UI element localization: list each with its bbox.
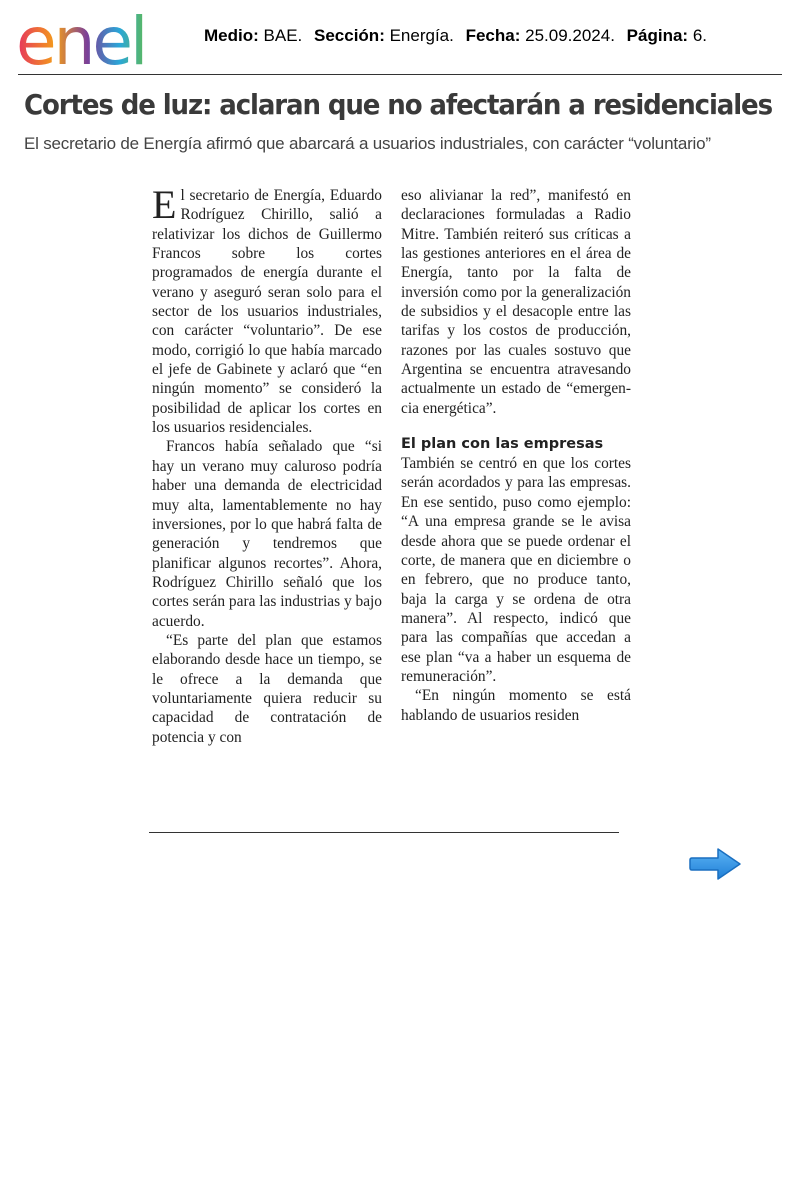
article-deck: El secretario de Energía afirmó que abarcará a usuarios industriales, con carácter “voluntario” [24, 134, 711, 153]
article-paragraph-6: “En ningún momento se está hablando de usuarios residen [401, 687, 631, 724]
article-headline: Cortes de luz: aclaran que no afectarán a residenciales [24, 88, 772, 121]
logo-wordmark: enel [16, 8, 146, 72]
pagina-label: Página: [626, 26, 689, 45]
fecha-label: Fecha: [465, 26, 521, 45]
article-column-left [152, 182, 382, 747]
seccion-value: Energía. [389, 26, 454, 45]
pagina-value: 6. [692, 26, 707, 45]
article-end-divider [149, 832, 619, 833]
article-paragraph-5: También se centró en que los cortes serán acordados y para las empresas. En ese sentido, puso como ejemplo: “A una empresa grande se le avisa desde ahora que se puede ordenar el corte, de manera que en diciembre o en febrero, que no produce tanto, baja la carga y se ordena de otra manera”. Al respecto, indicó que para las compañías que accedan a ese plan “va a haber un esquema de remuneración”. [401, 455, 631, 685]
seccion-label: Sección: [314, 26, 385, 45]
paragraph-1-text: l secretario de Energía, Eduardo Rodríguez Chirillo, salió a relativizar los dichos de Guillermo Francos sobre los cortes programados de energía durante el verano y aseguró seran solo para el sector de los usuarios industriales, con carácter “voluntario”. De ese modo, corrigió lo que había marcado el jefe de Gabinete y aclaró que “en ningún momento” se consideró la posibilidad de aplicar los cortes en los usuarios residenciales. [152, 187, 382, 437]
article-paragraph-3: “Es parte del plan que estamos elaborando desde hace un tiempo, se le ofrece a la demanda que voluntariamente quiera reducir su capacidad de contratación de potencia y con [152, 631, 382, 746]
medio-value: BAE. [263, 26, 303, 45]
enel-logo [16, 8, 178, 72]
article-paragraph-2: Francos había señalado que “si hay un verano muy caluroso podría haber una demanda de electricidad muy alta, lamentablemente no hay inversiones, por lo que habrá falta de generación y tendremos que planificar algunos recortes”. Ahora, Rodríguez Chirillo señaló que los cortes serán para las industrias y bajo acuerdo. [152, 438, 382, 630]
header-divider [18, 74, 782, 75]
medio-label: Medio: [204, 26, 259, 45]
drop-cap: E [152, 182, 177, 227]
article-paragraph-1 [152, 182, 382, 437]
press-clipping-metadata [204, 26, 707, 46]
fecha-value: 25.09.2024. [525, 26, 615, 45]
article-subheading: El plan con las empresas [401, 436, 604, 453]
next-page-button[interactable] [688, 846, 742, 882]
right-arrow-icon [688, 846, 742, 882]
article-column-right [401, 186, 631, 725]
article-paragraph-4: eso alivianar la red”, manifestó en declaraciones formuladas a Radio Mitre. También reiteró sus críticas a las gestiones anteriores en el área de Energía, tanto por la falta de inversión como por la generalización de subsidios y el desacople entre las tarifas y los costos de producción, razones por las cuales sostuvo que Argentina se encuentra atravesando actualmente un estado de “emergencia energética”. [401, 187, 631, 417]
